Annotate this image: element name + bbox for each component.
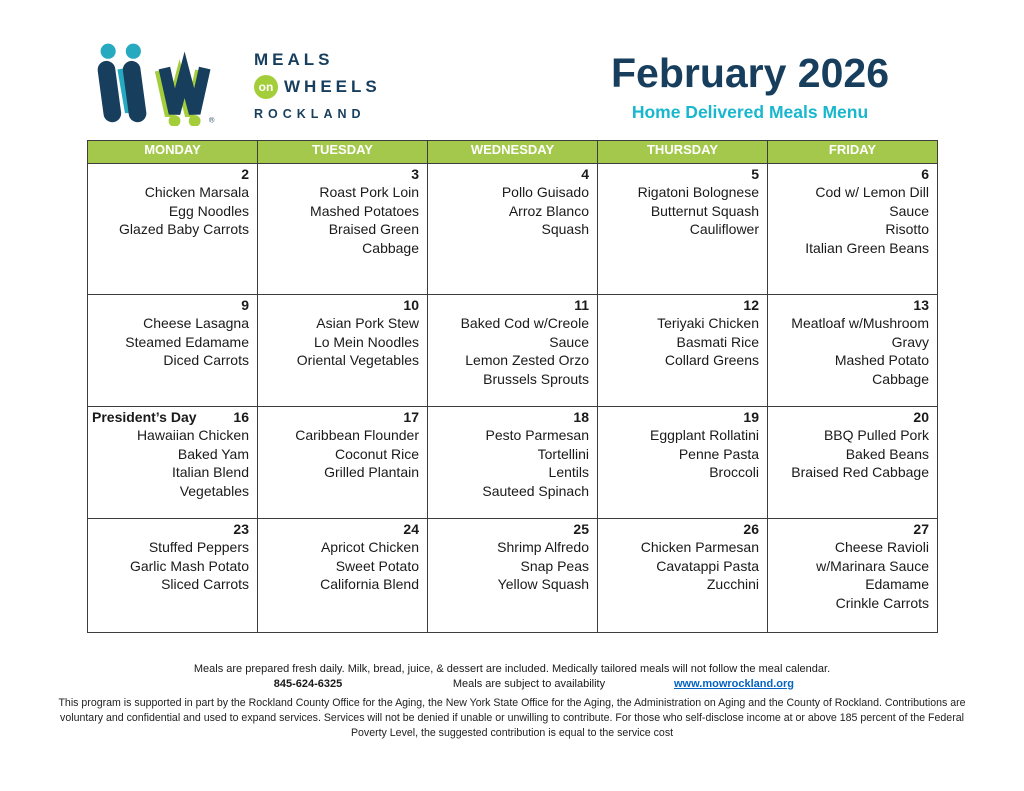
- menu-item: Squash: [541, 221, 589, 238]
- menu-item: Chicken Parmesan: [640, 539, 759, 556]
- menu-item: Stuffed Peppers: [148, 539, 249, 556]
- menu-item: Baked Cod w/Creole Sauce: [460, 315, 589, 350]
- menu-item: Edamame: [865, 576, 929, 593]
- day-header-thursday: THURSDAY: [598, 141, 768, 164]
- menu-item: Cheese Lasagna: [143, 315, 249, 332]
- page-subtitle: Home Delivered Meals Menu: [631, 102, 869, 123]
- day-cell: [88, 295, 258, 407]
- week-row: [88, 295, 938, 407]
- day-number: 2: [241, 166, 249, 182]
- logo-text-rockland: ROCKLAND: [254, 107, 366, 121]
- menu-item: Steamed Edamame: [125, 333, 249, 350]
- menu-item: Lemon Zested Orzo: [465, 352, 589, 369]
- day-number: 16: [233, 409, 249, 425]
- day-cell: [598, 295, 768, 407]
- footer: [0, 663, 1024, 741]
- day-cell: [768, 295, 938, 407]
- menu-item: Meatloaf w/Mushroom Gravy: [791, 315, 929, 350]
- availability-note: Meals are subject to availability: [452, 678, 606, 690]
- day-header-row: [88, 141, 938, 164]
- menu-item: Cavatappi Pasta: [656, 557, 759, 574]
- menu-item: Cauliflower: [689, 221, 759, 238]
- day-header-tuesday: TUESDAY: [258, 141, 428, 164]
- menu-item: Shrimp Alfredo: [497, 539, 589, 556]
- day-header-wednesday: WEDNESDAY: [428, 141, 598, 164]
- menu-item: Coconut Rice: [334, 445, 419, 462]
- menu-item: Arroz Blanco: [508, 202, 589, 219]
- day-cell: [258, 407, 428, 519]
- menu-item: Grilled Plantain: [324, 464, 419, 481]
- menu-item: Baked Yam: [177, 445, 249, 462]
- menu-item: Cod w/ Lemon Dill Sauce: [815, 184, 929, 219]
- menu-item: Mashed Potato: [834, 352, 929, 369]
- menu-item: Lo Mein Noodles: [313, 333, 419, 350]
- menu-item: Brussels Sprouts: [483, 370, 589, 387]
- menu-item: Apricot Chicken: [320, 539, 419, 556]
- menu-item: Caribbean Flounder: [295, 427, 419, 444]
- meals-calendar: [87, 140, 938, 633]
- menu-item: Asian Pork Stew: [316, 315, 419, 332]
- day-cell: [88, 519, 258, 633]
- menu-item: Baked Beans: [845, 445, 929, 462]
- footer-note: Meals are prepared fresh daily. Milk, bread, juice, & dessert are included. Medically tailored meals will not follow the meal calendar.: [193, 663, 831, 675]
- menu-item: Snap Peas: [520, 557, 589, 574]
- menu-item: Rigatoni Bolognese: [637, 184, 759, 201]
- day-number: 4: [581, 166, 589, 182]
- day-number: 24: [403, 521, 419, 537]
- menu-item: Pollo Guisado: [501, 184, 589, 201]
- program-disclaimer: This program is supported in part by the Rockland County Office for the Aging, the New York State Office for the Aging, the Administration on Aging and the County of Rockland. Contributions are voluntary and confidential and used to expand services. Services will not be denied if unable or unwilling to contribute. For those who self-disclose income at or above 185 percent of the Federal Poverty Level, the suggested contribution is equal to the service cost: [58, 697, 966, 740]
- menu-item: Crinkle Carrots: [835, 594, 929, 611]
- menu-item: Cheese Ravioli w/Marinara Sauce: [816, 539, 929, 574]
- menu-item: Roast Pork Loin: [319, 184, 419, 201]
- day-cell: [258, 164, 428, 295]
- day-number: 27: [913, 521, 929, 537]
- day-header-monday: MONDAY: [88, 141, 258, 164]
- day-number: 19: [743, 409, 759, 425]
- logo-text-wheels: WHEELS: [284, 77, 381, 96]
- menu-item: Italian Green Beans: [805, 239, 929, 256]
- day-number: 11: [574, 297, 589, 313]
- menu-item: Sauteed Spinach: [482, 482, 589, 499]
- holiday-note: President’s Day: [92, 409, 197, 425]
- menu-item: Eggplant Rollatini: [650, 427, 759, 444]
- day-number: 10: [403, 297, 419, 313]
- svg-text:®: ®: [208, 115, 215, 125]
- logo-on-badge: on: [254, 75, 278, 99]
- day-cell: [768, 519, 938, 633]
- logo-text-meals: MEALS: [254, 50, 334, 69]
- day-cell: [768, 164, 938, 295]
- menu-item: Yellow Squash: [497, 576, 589, 593]
- day-cell: [88, 164, 258, 295]
- menu-item: California Blend: [320, 576, 419, 593]
- day-header-friday: FRIDAY: [768, 141, 938, 164]
- menu-item: Teriyaki Chicken: [657, 315, 759, 332]
- menu-item: Mashed Potatoes: [310, 202, 419, 219]
- day-cell: [598, 164, 768, 295]
- day-cell: [258, 519, 428, 633]
- day-cell-presidents-day: [88, 407, 258, 519]
- day-number: 9: [241, 297, 249, 313]
- menu-item: Sliced Carrots: [161, 576, 249, 593]
- menu-item: Zucchini: [706, 576, 759, 593]
- day-cell: [428, 295, 598, 407]
- week-row: [88, 519, 938, 633]
- menu-item: Sweet Potato: [335, 557, 419, 574]
- phone-number: 845-624-6325: [273, 678, 343, 690]
- day-number: 13: [913, 297, 929, 313]
- logo-wordmark: [254, 50, 381, 121]
- week-row: [88, 164, 938, 295]
- day-number: 6: [921, 166, 929, 182]
- day-number: 17: [403, 409, 419, 425]
- day-cell: [258, 295, 428, 407]
- day-number: 23: [233, 521, 249, 537]
- menu-item: Butternut Squash: [650, 202, 759, 219]
- menu-item: Hawaiian Chicken: [136, 427, 249, 444]
- day-cell: [428, 407, 598, 519]
- menu-item: Lentils: [548, 464, 589, 481]
- menu-item: Cabbage: [872, 370, 929, 387]
- menu-item: Braised Red Cabbage: [791, 464, 929, 481]
- menu-item: Garlic Mash Potato: [129, 557, 249, 574]
- day-cell: [598, 519, 768, 633]
- menu-item: Italian Blend Vegetables: [171, 464, 249, 499]
- header: [540, 52, 960, 123]
- day-cell: [428, 164, 598, 295]
- menu-item: Chicken Marsala: [144, 184, 249, 201]
- menu-item: Oriental Vegetables: [296, 352, 419, 369]
- meals-on-wheels-logo-icon: [88, 42, 240, 126]
- menu-item: Collard Greens: [664, 352, 759, 369]
- menu-item: BBQ Pulled Pork: [823, 427, 929, 444]
- menu-item: Broccoli: [709, 464, 759, 481]
- menu-item: Penne Pasta: [678, 445, 759, 462]
- menu-item: Pesto Parmesan Tortellini: [485, 427, 589, 462]
- menu-item: Diced Carrots: [163, 352, 249, 369]
- menu-item: Risotto: [885, 221, 929, 238]
- day-number: 12: [743, 297, 759, 313]
- day-cell: [768, 407, 938, 519]
- day-number: 3: [411, 166, 419, 182]
- menu-item: Egg Noodles: [168, 202, 249, 219]
- menu-item: Glazed Baby Carrots: [119, 221, 249, 238]
- menu-item: Basmati Rice: [676, 333, 759, 350]
- day-cell: [428, 519, 598, 633]
- day-number: 26: [743, 521, 759, 537]
- day-number: 20: [913, 409, 929, 425]
- page-title: February 2026: [610, 50, 890, 96]
- week-row: [88, 407, 938, 519]
- website-link[interactable]: www.mowrockland.org: [674, 678, 794, 690]
- day-number: 25: [573, 521, 589, 537]
- menu-item: Braised Green Cabbage: [328, 221, 419, 256]
- day-number: 5: [751, 166, 759, 182]
- day-number: 18: [573, 409, 589, 425]
- day-cell: [598, 407, 768, 519]
- meals-on-wheels-logo: [88, 42, 381, 126]
